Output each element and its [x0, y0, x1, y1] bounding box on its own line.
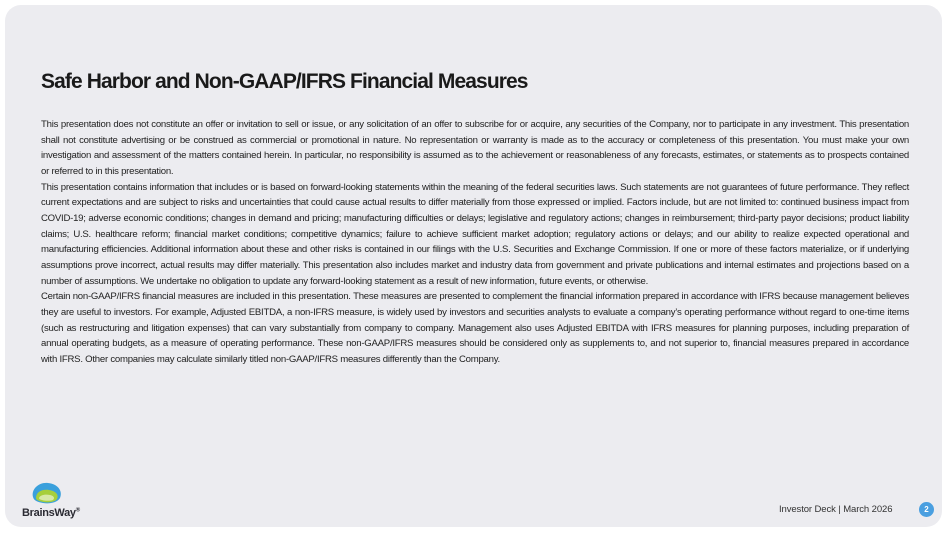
brain-logo-icon: [30, 481, 64, 507]
disclaimer-body: [41, 117, 909, 368]
slide-title: Safe Harbor and Non-GAAP/IFRS Financial Measures: [41, 70, 528, 93]
brainsway-logo: [22, 481, 82, 521]
paragraph-forward-looking: This presentation contains information that includes or is based on forward-looking statements within the meaning of the federal securities laws. Such statements are not guarantees of future performance. They reflect current expectations and are subject to risks and uncertainties that could cause actual results to differ materially from those expressed or implied. Factors include, but are not limited to: continued business impact from COVID-19; adverse economic conditions; changes in demand and pricing; manufacturing difficulties or delays; legislative and regulatory actions; changes in reimbursement; third-party payor decisions; product liability claims; U.S. healthcare reform; financial market conditions; competitive dynamics; failure to achieve sufficient market adoption; regulatory actions or delays; and our ability to realize expected operational and manufacturing efficiencies. Additional information about these and other risks is contained in our filings with the U.S. Securities and Exchange Commission. If one or more of these factors materialize, or if underlying assumptions prove incorrect, actual results may differ materially. This presentation also includes market and industry data from government and private publications and internal estimates and projections based on a number of assumptions. We undertake no obligation to update any forward-looking statement as a result of new information, future events, or otherwise.: [41, 181, 909, 287]
page-number-badge: 2: [919, 502, 934, 517]
footer-label: Investor Deck | March 2026: [779, 504, 893, 515]
paragraph-offer: This presentation does not constitute an offer or invitation to sell or issue, or any solicitation of an offer to subscribe for or acquire, any securities of the Company, nor to participate in any investment. This presentation shall not constitute advertising or be construed as commercial or promotional in nature. No representation or warranty is made as to the accuracy or completeness of this presentation. You must make your own investigation and assessment of the matters contained herein. In particular, no responsibility is assumed as to the achievement or reasonableness of any forecasts, estimates, or statements as to prospects contained or referred to in this presentation.: [41, 119, 909, 177]
paragraph-non-gaap: Certain non-GAAP/IFRS financial measures are included in this presentation. These measures are presented to complement the financial information prepared in accordance with IFRS because management believes they are useful to investors. For example, Adjusted EBITDA, a non-IFRS measure, is widely used by investors and securities analysts to evaluate a company’s operating performance without regard to one-time items (such as restructuring and litigation expenses) that can vary substantially from company to company. Management also uses Adjusted EBITDA with IFRS measures for planning purposes, including preparation of annual operating budgets, as a measure of operating performance. These non-GAAP/IFRS measures should be considered only as supplements to, and not superior to, financial measures prepared in accordance with IFRS. Other companies may calculate similarly titled non-GAAP/IFRS measures differently than the Company.: [41, 291, 909, 365]
brand-wordmark: BrainsWay®: [22, 507, 80, 519]
